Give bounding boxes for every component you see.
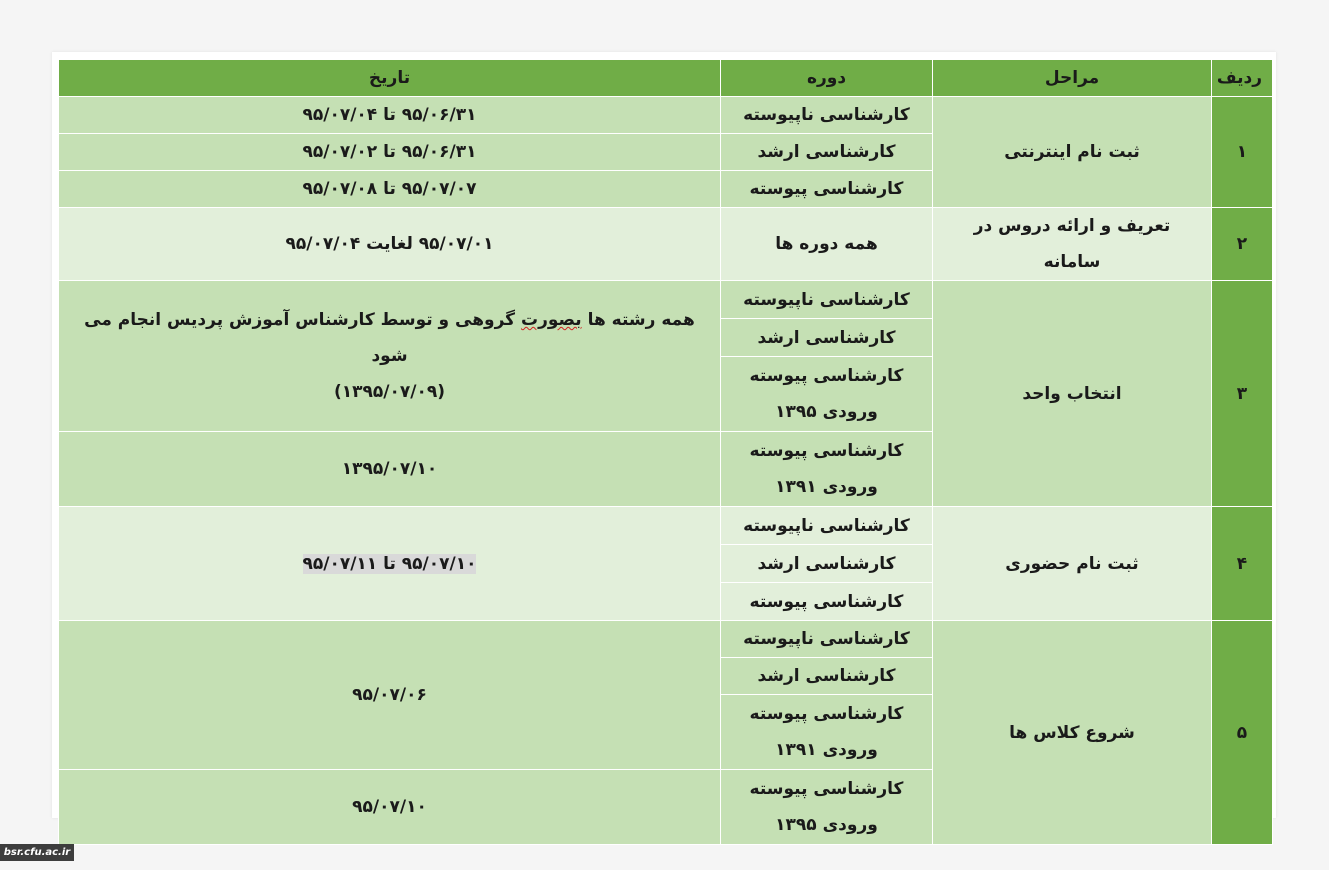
period-cell: کارشناسی ارشد	[721, 658, 933, 695]
row-number: ۲	[1212, 208, 1273, 281]
header-stage: مراحل	[933, 60, 1212, 97]
date-cell-group	[59, 281, 721, 432]
date-cell: ۹۵/۰۶/۳۱ تا ۹۵/۰۷/۰۲	[59, 134, 721, 171]
period-cell: همه دوره ها	[721, 208, 933, 281]
table-row	[59, 621, 1273, 658]
period-cell: کارشناسی ناپیوسته	[721, 507, 933, 545]
group-date: (۱۳۹۵/۰۷/۰۹)	[334, 382, 445, 402]
stage-cell: انتخاب واحد	[933, 281, 1212, 507]
schedule-table	[58, 59, 1273, 845]
stage-cell: شروع کلاس ها	[933, 621, 1212, 845]
site-watermark: bsr.cfu.ac.ir	[0, 844, 74, 861]
stage-cell: ثبت نام اینترنتی	[933, 97, 1212, 208]
period-cell: کارشناسی ارشد	[721, 545, 933, 583]
date-highlight: ۹۵/۰۷/۱۰ تا ۹۵/۰۷/۱۱	[302, 553, 477, 574]
row-number: ۱	[1212, 97, 1273, 208]
row-number: ۴	[1212, 507, 1273, 621]
period-cell: کارشناسی ناپیوسته	[721, 281, 933, 319]
date-cell: ۹۵/۰۷/۱۰	[59, 770, 721, 845]
stage-cell: تعریف و ارائه دروس در سامانه	[933, 208, 1212, 281]
header-row	[59, 60, 1273, 97]
header-period: دوره	[721, 60, 933, 97]
date-cell: ۹۵/۰۷/۰۱ لغایت ۹۵/۰۷/۰۴	[59, 208, 721, 281]
table-row	[59, 507, 1273, 545]
row-number: ۵	[1212, 621, 1273, 845]
spellcheck-word: بصورت	[520, 310, 582, 330]
date-cell: ۹۵/۰۶/۳۱ تا ۹۵/۰۷/۰۴	[59, 97, 721, 134]
period-cell: کارشناسی پیوسته	[721, 583, 933, 621]
header-date: تاریخ	[59, 60, 721, 97]
row-number: ۳	[1212, 281, 1273, 507]
period-cell: کارشناسی پیوسته ورودی ۱۳۹۱	[721, 695, 933, 770]
table-row	[59, 97, 1273, 134]
date-cell: ۹۵/۰۷/۰۷ تا ۹۵/۰۷/۰۸	[59, 171, 721, 208]
period-cell: کارشناسی ارشد	[721, 134, 933, 171]
period-cell: کارشناسی پیوسته	[721, 171, 933, 208]
date-cell: ۹۵/۰۷/۰۶	[59, 621, 721, 770]
date-cell: ۱۳۹۵/۰۷/۱۰	[59, 432, 721, 507]
period-cell: کارشناسی پیوسته ورودی ۱۳۹۵	[721, 357, 933, 432]
table-row	[59, 281, 1273, 319]
date-cell	[59, 507, 721, 621]
period-cell: کارشناسی ناپیوسته	[721, 97, 933, 134]
group-note: همه رشته ها بصورت گروهی و توسط کارشناس آموزش پردیس انجام می شود	[84, 310, 695, 366]
period-cell: کارشناسی ناپیوسته	[721, 621, 933, 658]
header-row-no: ردیف	[1212, 60, 1273, 97]
table-row	[59, 208, 1273, 281]
period-cell: کارشناسی پیوسته ورودی ۱۳۹۱	[721, 432, 933, 507]
period-cell: کارشناسی ارشد	[721, 319, 933, 357]
period-cell: کارشناسی پیوسته ورودی ۱۳۹۵	[721, 770, 933, 845]
stage-cell: ثبت نام حضوری	[933, 507, 1212, 621]
